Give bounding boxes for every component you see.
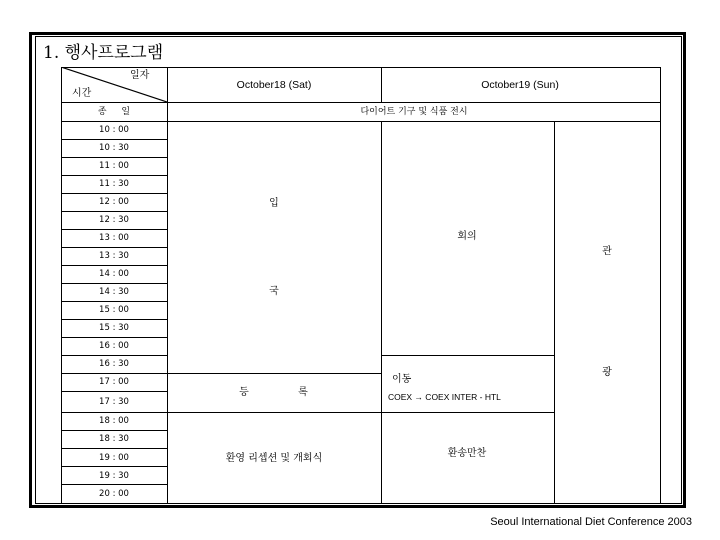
time-label: 17 : 00: [99, 377, 129, 387]
entry-char-2: 국: [269, 286, 279, 297]
time-label: 18 : 30: [99, 434, 129, 444]
time-label: 13 : 30: [99, 251, 129, 261]
header-time-label: 시간: [72, 88, 92, 99]
entry-char-1: 입: [269, 198, 279, 209]
time-label: 18 : 00: [99, 416, 129, 426]
tour-char-2: 광: [602, 367, 612, 378]
time-label: 10 : 30: [99, 143, 129, 153]
meeting-label: 회의: [457, 231, 477, 242]
time-label: 20 : 00: [99, 489, 129, 499]
time-label: 16 : 00: [99, 341, 129, 351]
time-label: 15 : 00: [99, 305, 129, 315]
registration-char-1: 등: [239, 387, 249, 398]
time-label: 12 : 30: [99, 215, 129, 225]
day2-header: October19 (Sun): [481, 79, 559, 91]
time-label: 12 : 00: [99, 197, 129, 207]
time-label: 15 : 30: [99, 323, 129, 333]
farewell-dinner: 환송만찬: [447, 448, 487, 459]
time-label: 13 : 00: [99, 233, 129, 243]
time-label: 16 : 30: [99, 359, 129, 369]
header-date-label: 일자: [130, 70, 150, 81]
time-label: 14 : 30: [99, 287, 129, 297]
all-day-label: 종 일: [97, 107, 131, 117]
page-title: 1. 행사프로그램: [43, 43, 164, 63]
move-route: COEX → COEX INTER - HTL: [388, 392, 501, 402]
registration-char-2: 록: [298, 387, 308, 398]
move-title: 이동: [392, 374, 412, 385]
time-label: 10 : 00: [99, 125, 129, 135]
time-label: 14 : 00: [99, 269, 129, 279]
footer-text: Seoul International Diet Conference 2003: [490, 516, 692, 528]
time-label: 19 : 00: [99, 453, 129, 463]
time-label: 11 : 30: [99, 179, 129, 189]
exhibition-label: 다이어트 기구 및 식품 전시: [360, 107, 468, 117]
time-label: 11 : 00: [99, 161, 129, 171]
time-label: 17 : 30: [99, 397, 129, 407]
time-label: 19 : 30: [99, 471, 129, 481]
tour-char-1: 관: [602, 246, 612, 257]
welcome-reception: 환영 리셉션 및 개회식: [225, 453, 323, 464]
day1-header: October18 (Sat): [236, 79, 312, 91]
